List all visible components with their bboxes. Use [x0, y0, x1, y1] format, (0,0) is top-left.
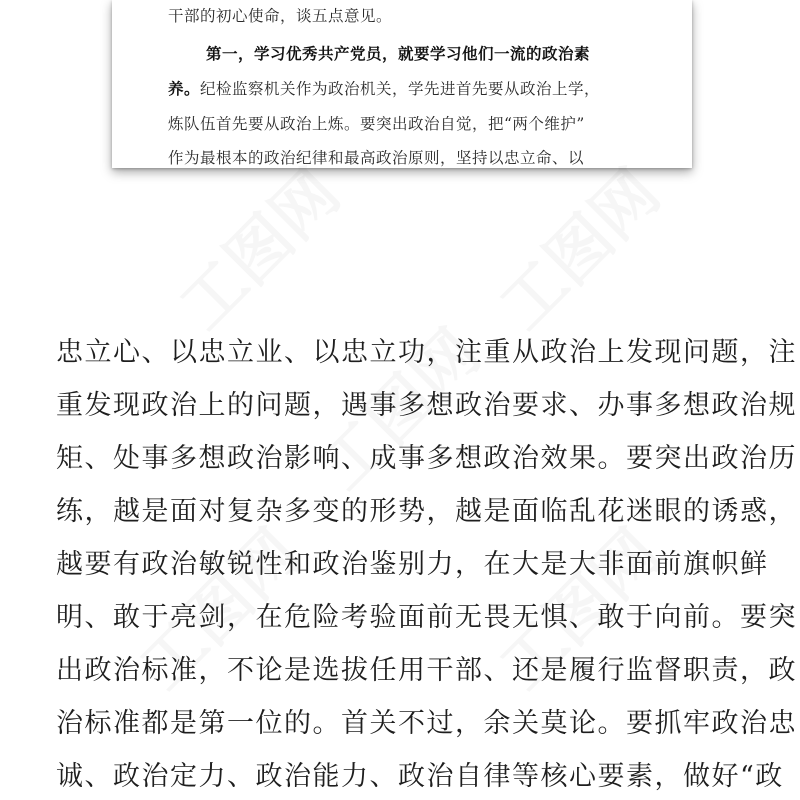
- body-line: 出政治标准，不论是选拔任用干部、还是履行监督职责，政: [56, 655, 797, 686]
- body-line: 矩、处事多想政治影响、成事多想政治效果。要突出政治历: [56, 443, 797, 474]
- document-preview-card: [112, 0, 692, 168]
- card-line-1: 干部的初心使命，谈五点意见。: [168, 7, 393, 25]
- watermark-2: [476, 146, 677, 347]
- body-line: 诚、政治定力、政治能力、政治自律等核心要素，做好“政: [56, 761, 784, 792]
- card-line-5: 作为最根本的政治纪律和最高政治原则，坚持以忠立命、以: [168, 149, 585, 167]
- body-line: 练，越是面对复杂多变的形势，越是面临乱花迷眼的诱惑，: [56, 496, 797, 527]
- card-line-3-text: 纪检监察机关作为政治机关，学先进首先要从政治上学，: [200, 80, 601, 98]
- card-line-4: 炼队伍首先要从政治上炼。要突出政治自觉，把“两个维护”: [168, 115, 585, 133]
- body-line: 越要有政治敏锐性和政治鉴别力，在大是大非面前旗帜鲜: [56, 549, 769, 580]
- body-line: 治标准都是第一位的。首关不过，余关莫论。要抓牢政治忠: [56, 708, 797, 739]
- body-line: 重发现政治上的问题，遇事多想政治要求、办事多想政治规: [56, 390, 797, 421]
- card-line-2: [206, 44, 590, 64]
- card-line-3: [168, 79, 600, 99]
- body-line: 忠立心、以忠立业、以忠立功，注重从政治上发现问题，注: [56, 337, 797, 368]
- body-line: 明、敢于亮剑，在危险考验面前无畏无惧、敢于向前。要突: [56, 602, 797, 633]
- card-heading-tail: 养。: [168, 79, 201, 98]
- body-text: [56, 326, 797, 800]
- watermark-1: [156, 146, 357, 347]
- card-heading-text: 第一，学习优秀共产党员，就要学习他们一流的政治素: [206, 44, 591, 63]
